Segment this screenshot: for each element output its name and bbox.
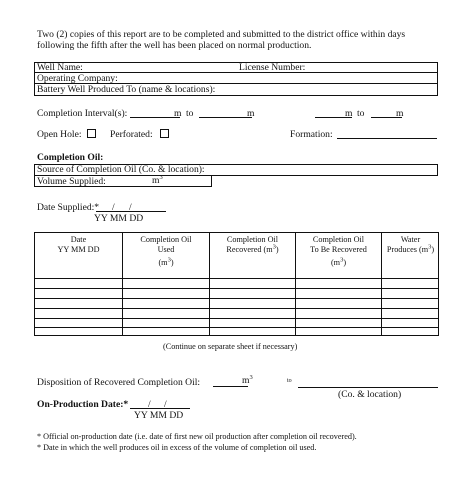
table-row-line xyxy=(34,288,439,289)
volume-unit: $m^3$ xyxy=(152,173,163,186)
continue-note: (Continue on separate sheet if necessary) xyxy=(163,342,298,351)
interval-unit: m xyxy=(247,108,255,119)
intro-line-1: Two (2) copies of this report are to be completed and submitted to the district office within days xyxy=(37,29,406,40)
date-separator: / xyxy=(112,202,115,213)
date-format-hint: YY MM DD xyxy=(94,213,144,224)
date-separator: / xyxy=(129,202,132,213)
on-production-date-field[interactable] xyxy=(130,399,190,409)
interval-to-label: to xyxy=(357,108,365,119)
source-field[interactable] xyxy=(215,165,435,175)
intro-line-2: following the fifth after the well has been placed on normal production. xyxy=(37,40,312,51)
interval-1-to-field[interactable] xyxy=(199,108,255,119)
table-row-line xyxy=(34,278,439,279)
footnote-1: * Official on-production date (i.e. date of first new oil production after completion oil recovered). xyxy=(37,432,357,441)
disposition-unit: $m^3$ xyxy=(242,373,253,386)
well-name-field[interactable] xyxy=(82,62,232,72)
operating-company-field[interactable] xyxy=(125,73,435,83)
disposition-destination-field[interactable] xyxy=(298,378,438,388)
source-label: Source of Completion Oil (Co. & location): xyxy=(37,164,205,175)
completion-interval-label: Completion Interval(s): xyxy=(37,108,128,119)
table-header-oil-recovered: Completion Oil Recovered $(m^3)$ xyxy=(226,235,279,254)
open-hole-checkbox[interactable] xyxy=(87,129,96,138)
date-separator: / xyxy=(148,399,151,410)
date-format-hint: YY MM DD xyxy=(134,410,184,421)
completion-oil-heading: Completion Oil: xyxy=(37,152,104,163)
on-production-date-label: On-Production Date:* xyxy=(37,399,129,410)
date-separator: / xyxy=(164,399,167,410)
table-row-line xyxy=(34,318,439,319)
table-header-oil-used: Completion Oil Used $(m^3)$ xyxy=(140,235,192,267)
license-number-field[interactable] xyxy=(310,62,435,72)
table-header-to-be-recovered: Completion Oil To Be Recovered $(m^3)$ xyxy=(310,235,367,267)
table-row-line xyxy=(34,327,439,328)
battery-field[interactable] xyxy=(222,84,435,94)
interval-unit: m xyxy=(396,108,404,119)
license-number-label: License Number: xyxy=(239,62,306,73)
interval-to-label: to xyxy=(186,108,194,119)
interval-unit: m xyxy=(345,108,353,119)
co-location-hint: (Co. & location) xyxy=(338,389,402,400)
disposition-to-label: to xyxy=(287,378,292,384)
formation-field[interactable] xyxy=(337,129,437,139)
table-header-water: Water Produces $(m^3)$ xyxy=(386,235,435,254)
operating-company-label: Operating Company: xyxy=(37,73,118,84)
footnote-2: * Date in which the well produces oil in excess of the volume of completion oil used. xyxy=(37,443,317,452)
open-hole-label: Open Hole: xyxy=(37,129,82,140)
date-supplied-label: Date Supplied:* xyxy=(37,202,100,213)
perforated-checkbox[interactable] xyxy=(160,129,169,138)
battery-label: Battery Well Produced To (name & locations): xyxy=(37,84,216,95)
well-name-label: Well Name: xyxy=(37,62,83,73)
disposition-label: Disposition of Recovered Completion Oil: xyxy=(37,377,201,388)
volume-field[interactable] xyxy=(110,176,150,186)
table-row-line xyxy=(34,308,439,309)
interval-1-from-field[interactable] xyxy=(130,108,180,118)
interval-unit: m xyxy=(174,108,182,119)
table-row-line xyxy=(34,298,439,299)
formation-label: Formation: xyxy=(290,129,333,140)
perforated-label: Perforated: xyxy=(110,129,153,140)
table-header-date: Date YY MM DD xyxy=(57,235,100,254)
volume-label: Volume Supplied: xyxy=(37,176,106,187)
